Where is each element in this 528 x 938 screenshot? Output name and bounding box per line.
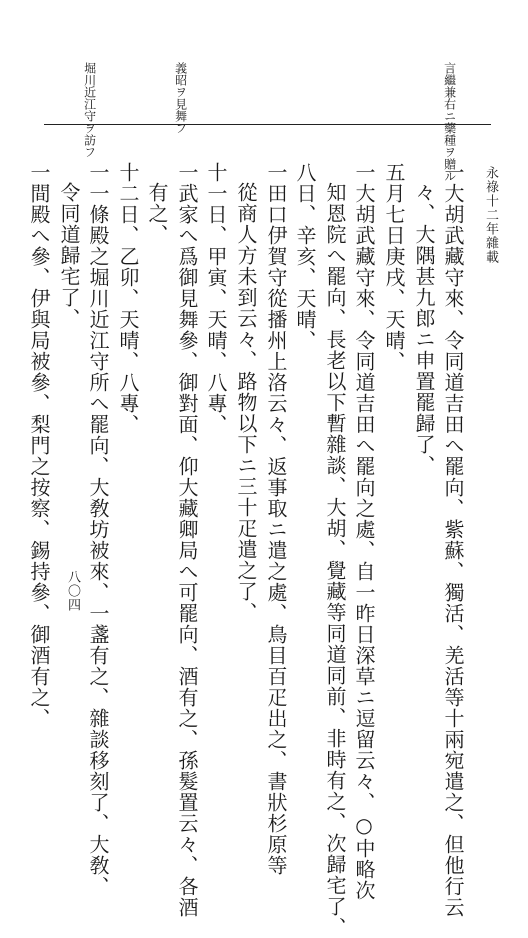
text-column-8: 從商人方未到云々、路物以下ニ三十疋遣之了、 (234, 182, 258, 623)
running-title: 永祿十二年雜載 (483, 166, 498, 264)
head-note-2: 義昭ヲ見舞フ (173, 62, 188, 134)
header-rule (44, 124, 491, 125)
text-column-2: 々、大隅甚九郎ニ申置罷歸了、 (412, 182, 436, 476)
text-column-13: 一一條殿之堀川近江守所へ罷向、大敎坊被來、一盞有之、雜談移刻了、大敎、 (86, 162, 110, 897)
text-column-9: 十一日、甲寅、天晴、八專、 (204, 162, 228, 435)
text-column-15: 一間殿へ參、伊與局被參、梨門之按察、錫持參、御酒有之、 (27, 162, 51, 729)
text-column-5: 知恩院へ罷向、長老以下暫雜談、大胡、覺藏等同道同前、非時有之、次歸宅了、 (323, 182, 347, 938)
text-column-6: 八日、辛亥、天晴、 (293, 162, 317, 351)
head-note-1: 言繼兼右ニ藥種ヲ贈ル (442, 62, 457, 182)
head-note-3: 堀川近江守ヲ訪フ (82, 62, 97, 158)
text-column-4: 一大胡武藏守來、令同道吉田へ罷向之處、自一昨日深草ニ逗留云々、○中略次 (352, 162, 376, 901)
text-column-1: 一大胡武藏守來、令同道吉田へ罷向、紫蘇、獨活、羌活等十兩宛遣之、但他行云 (441, 162, 465, 918)
text-column-7: 一田口伊賀守從播州上洛云々、返事取ニ遣之處、鳥目百疋出之、書狀杉原等 (264, 162, 288, 876)
text-column-10: 一武家へ爲御見舞參、御對面、仰大藏卿局へ可罷向、酒有之、孫髮置云々、各酒 (175, 162, 199, 918)
text-column-14: 令同道歸宅了、 (57, 182, 81, 329)
page-number: 八〇四 (65, 570, 80, 612)
text-column-12: 十二日、乙卯、天晴、八專、 (116, 162, 140, 435)
text-column-3: 五月七日庚戌、天晴、 (382, 162, 406, 372)
text-column-11: 有之、 (145, 182, 169, 245)
